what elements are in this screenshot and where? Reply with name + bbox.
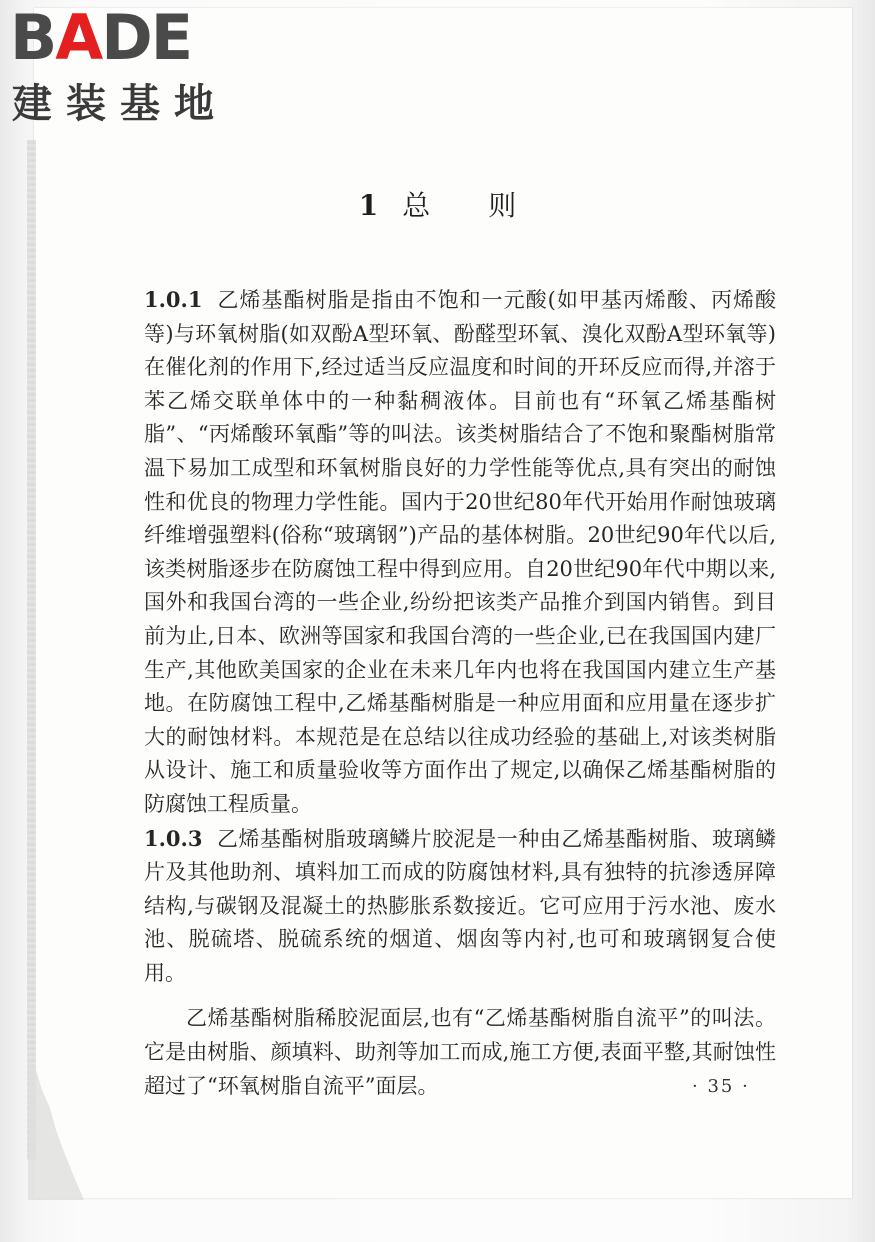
page-number: · 35 · [692,1076,750,1097]
chapter-number: 1 [358,189,379,222]
clause-number: 1.0.3 [144,825,203,851]
bade-logo [10,1,260,131]
logo-letters-de: DE [101,1,192,74]
clause-number: 1.0.1 [144,287,203,312]
logo-subtitle: 建装基地 [12,81,228,127]
clause-text: 乙烯基酯树脂是指由不饱和一元酸(如甲基丙烯酸、丙烯酸等)与环氧树脂(如双酚A型环氧、酚醛型环氧、溴化双酚A型环氧等)在催化剂的作用下,经过适当反应温度和时间的开环反应而得,并溶于苯乙烯交联单体中的一种黏稠液体。目前也有“环氧乙烯基酯树脂”、“丙烯酸环氧酯”等的叫法。该类树脂结合了不饱和聚酯树脂常温下易加工成型和环氧树脂良好的力学性能等优点,具有突出的耐蚀性和优良的物理力学性能。国内于20世纪80年代开始用作耐蚀玻璃纤维增强塑料(俗称“玻璃钢”)产品的基体树脂。20世纪90年代以后,该类树脂逐步在防腐蚀工程中得到应用。自20世纪90年代中期以来,国外和我国台湾的一些企业,纷纷把该类产品推介到国内销售。到目前为止,日本、欧洲等国家和我国台湾的一些企业,已在我国国内建厂生产,其他欧美国家的企业在未来几年内也将在我国国内建立生产基地。在防腐蚀工程中,乙烯基酯树脂是一种应用面和应用量在逐步扩大的耐蚀材料。本规范是在总结以往成功经验的基础上,对该类树脂从设计、施工和质量验收等方面作出了规定,以确保乙烯基酯树脂的防腐蚀工程质量。 [144,288,776,816]
clause-1-0-1 [144,283,776,822]
clause-1-0-3 [144,822,776,991]
logo-wordmark [10,1,192,74]
logo-letter-a: A [55,1,102,74]
page-binding-edge [27,140,36,1160]
body-text [144,283,776,1103]
chapter-title-word-1: 总 [402,189,431,222]
chapter-title [0,188,875,224]
clause-text: 乙烯基酯树脂玻璃鳞片胶泥是一种由乙烯基酯树脂、玻璃鳞片及其他助剂、填料加工而成的防腐蚀材料,具有独特的抗渗透屏障结构,与碳钢及混凝土的热膨胀系数接近。它可应用于污水池、废水池、脱硫塔、脱硫系统的烟道、烟囱等内衬,也可和玻璃钢复合使用。 [144,826,776,985]
clause-paragraph: 乙烯基酯树脂稀胶泥面层,也有“乙烯基酯树脂自流平”的叫法。它是由树脂、颜填料、助剂等加工而成,施工方便,表面平整,其耐蚀性超过了“环氧树脂自流平”面层。 [144,1006,776,1098]
logo-letter-b: B [10,1,56,74]
chapter-title-word-2: 则 [488,189,517,222]
torn-corner-shadow [28,1060,88,1200]
